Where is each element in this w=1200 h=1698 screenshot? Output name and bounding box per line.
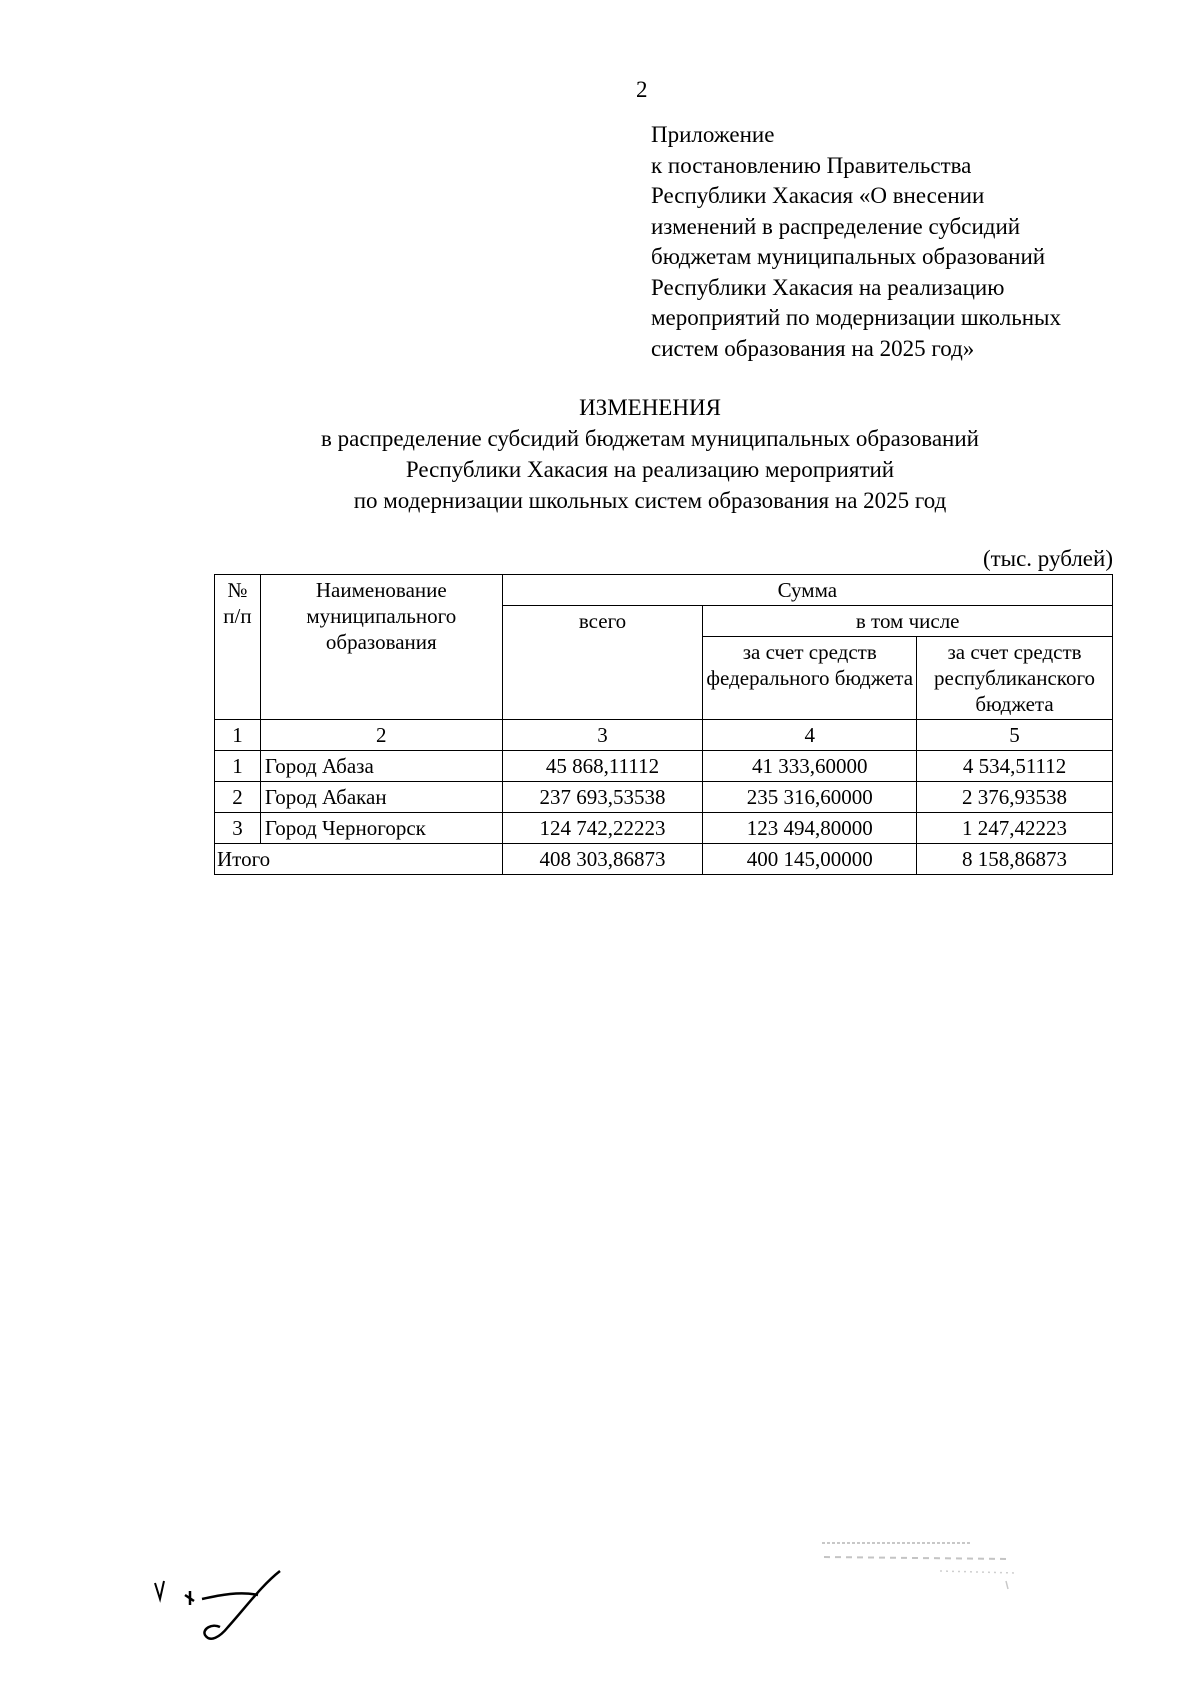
row-federal: 41 333,60000: [703, 751, 917, 782]
appendix-line: систем образования на 2025 год»: [651, 335, 975, 361]
header-sum: Сумма: [502, 575, 1112, 606]
subsidy-table: [214, 574, 1113, 875]
appendix-line: Республики Хакасия «О внесении: [651, 183, 985, 208]
column-number: 2: [260, 720, 502, 751]
column-number: 4: [703, 720, 917, 751]
table-row: [215, 813, 1113, 844]
row-federal: 235 316,60000: [703, 782, 917, 813]
column-number-row: [215, 720, 1113, 751]
unit-note: (тыс. рублей): [982, 546, 1113, 571]
row-republican: 1 247,42223: [917, 813, 1113, 844]
title-heading: ИЗМЕНЕНИЯ: [579, 395, 721, 420]
row-total: 124 742,22223: [502, 813, 703, 844]
row-num: 2: [215, 782, 261, 813]
row-name: Город Абаза: [260, 751, 502, 782]
header-republican: за счет средств республиканского бюджета: [917, 637, 1113, 720]
row-name: Город Абакан: [260, 782, 502, 813]
appendix-line: Приложение: [651, 122, 775, 147]
appendix-block: [651, 120, 1171, 364]
totals-label: Итого: [215, 844, 503, 875]
header-num: № п/п: [215, 575, 261, 720]
row-federal: 123 494,80000: [703, 813, 917, 844]
appendix-line: бюджетам муниципальных образований: [651, 244, 1046, 269]
appendix-line: к постановлению Правительства: [651, 152, 972, 178]
row-name: Город Черногорск: [260, 813, 502, 844]
header-including: в том числе: [703, 606, 1113, 637]
totals-federal: 400 145,00000: [703, 844, 917, 875]
title-line: Республики Хакасия на реализацию мероприятий: [405, 457, 895, 482]
page-number: 2: [636, 77, 648, 102]
column-number: 1: [215, 720, 261, 751]
appendix-line: изменений в распределение субсидий: [651, 213, 1021, 239]
row-total: 45 868,11112: [502, 751, 703, 782]
totals-total: 408 303,86873: [502, 844, 703, 875]
row-total: 237 693,53538: [502, 782, 703, 813]
title-line: по модернизации школьных систем образования на 2025 год: [353, 488, 947, 513]
appendix-line: мероприятий по модернизации школьных: [651, 305, 1061, 330]
document-title: [120, 392, 1180, 516]
signature-mark: [150, 1565, 300, 1650]
column-number: 5: [917, 720, 1113, 751]
row-republican: 4 534,51112: [917, 751, 1113, 782]
faint-stamp-mark: [820, 1537, 1020, 1592]
title-line: в распределение субсидий бюджетам муниципальных образований: [321, 426, 979, 451]
header-total: всего: [502, 606, 703, 720]
row-num: 3: [215, 813, 261, 844]
header-federal: за счет средств федерального бюджета: [703, 637, 917, 720]
header-name: Наименование муниципального образования: [260, 575, 502, 720]
totals-republican: 8 158,86873: [917, 844, 1113, 875]
row-num: 1: [215, 751, 261, 782]
table-row: [215, 782, 1113, 813]
table-row: [215, 751, 1113, 782]
totals-row: [215, 844, 1113, 875]
row-republican: 2 376,93538: [917, 782, 1113, 813]
appendix-line: Республики Хакасия на реализацию: [651, 274, 1005, 300]
column-number: 3: [502, 720, 703, 751]
